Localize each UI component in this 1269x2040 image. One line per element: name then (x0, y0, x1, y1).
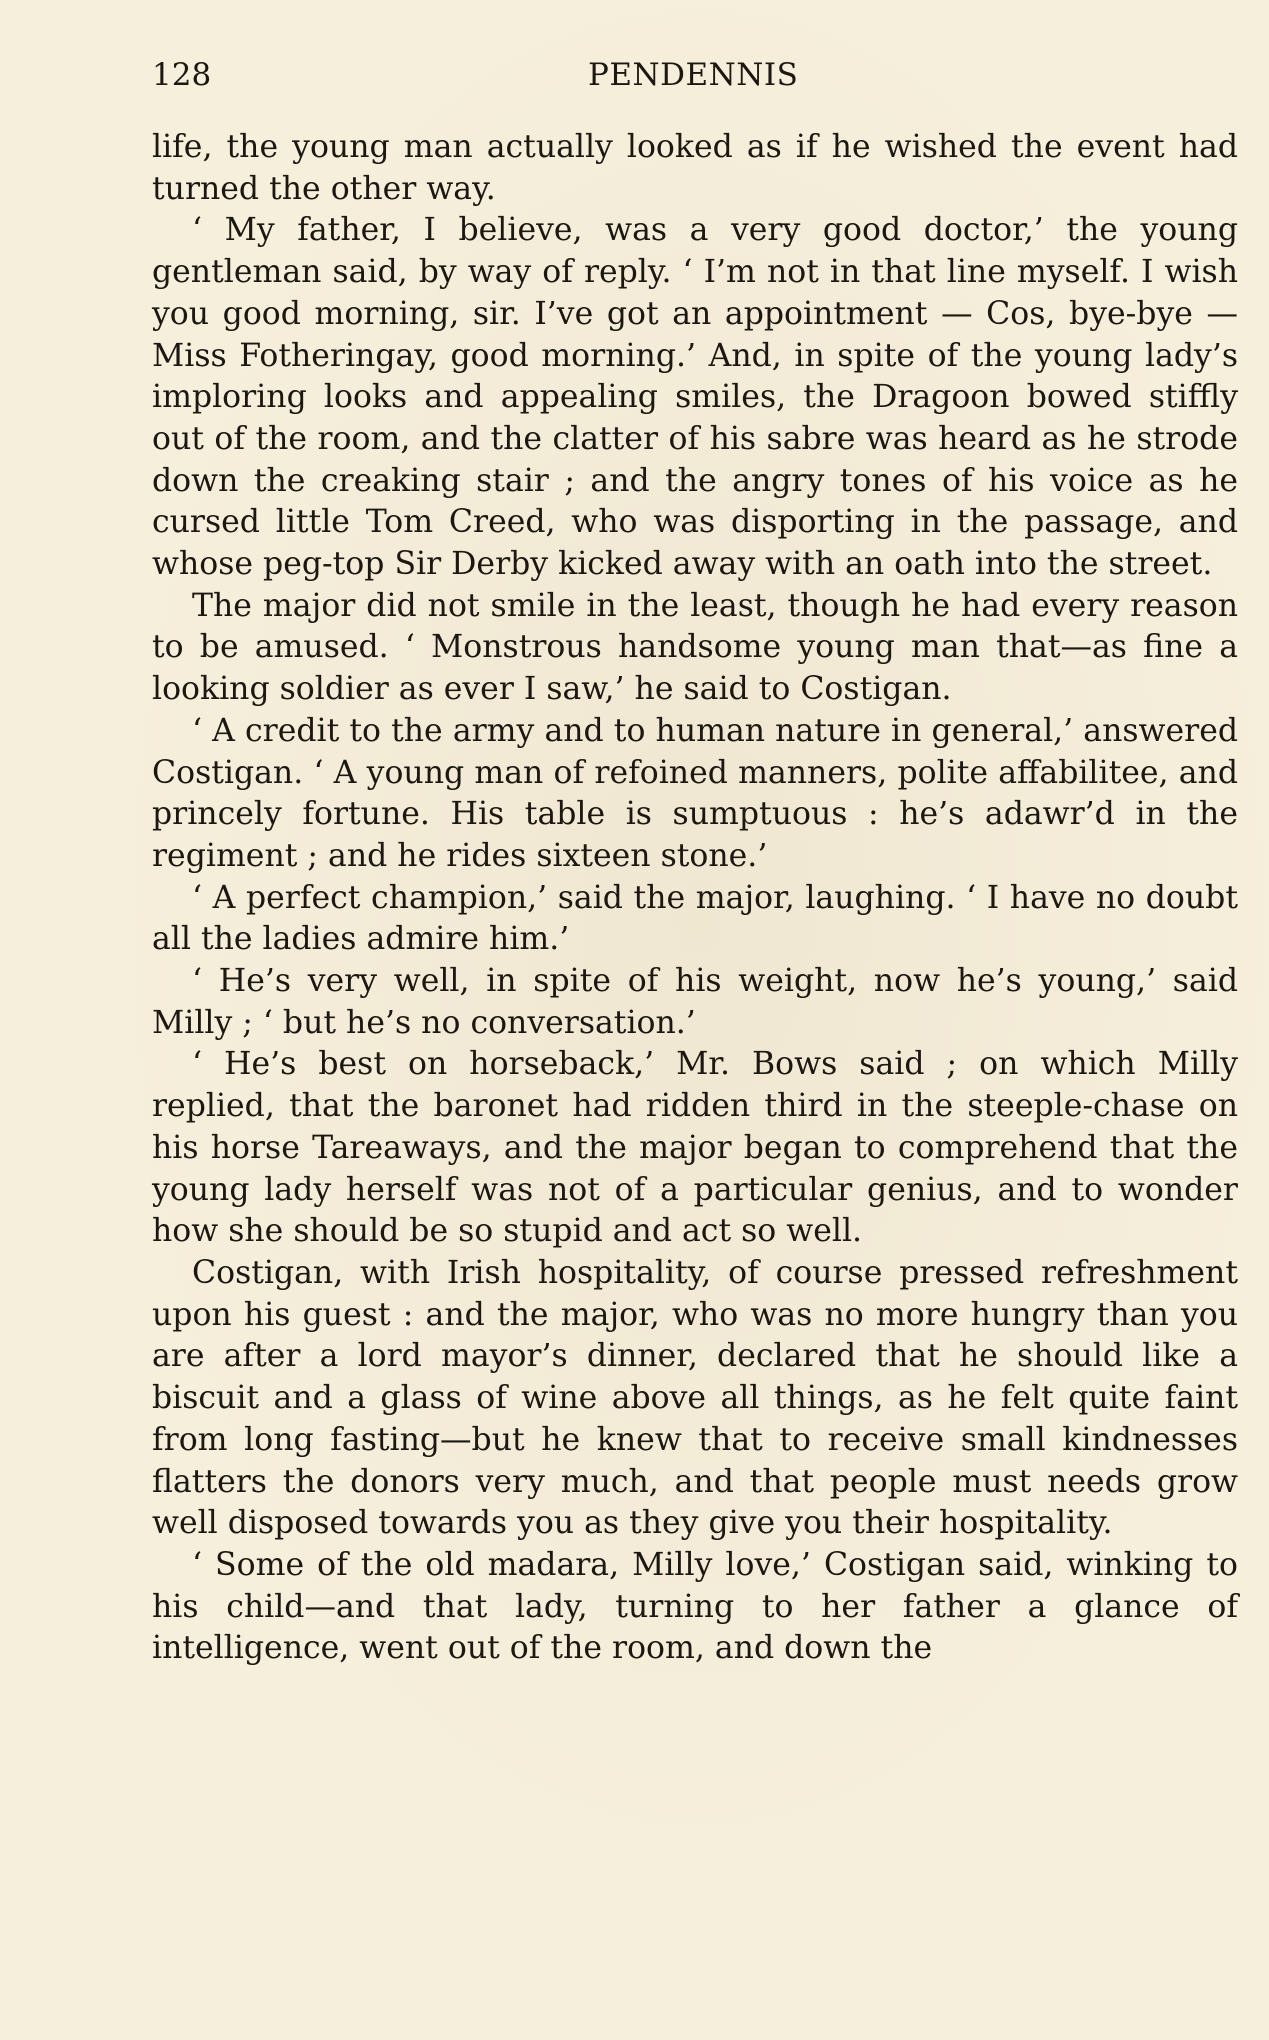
paragraph: The major did not smile in the least, though he had every reason to be amused. ‘ Monstrous handsome young man that—as fine a looking soldier as ever I saw,’ he said to Costigan. (152, 587, 1238, 708)
paragraph: ‘ My father, I believe, was a very good doctor,’ the young gentleman said, by way of reply. ‘ I’m not in that line myself. I wish you good morning, sir. I’ve got an appointment — Cos, bye-bye — Miss Fotheringay, good morning.’ And, in spite of the young lady’s imploring looks and appealing smiles, the Dragoon bowed stiffly out of the room, and the clatter of his sabre was heard as he strode down the creaking stair ; and the angry tones of his voice as he cursed little Tom Creed, who was disporting in the passage, and whose peg-top Sir Derby kicked away with an oath into the street. (152, 212, 1238, 583)
paragraph: ‘ He’s best on horseback,’ Mr. Bows said ; on which Milly replied, that the baronet had ridden third in the steeple-chase on his horse Tareaways, and the major began to comprehend that the young lady herself was not of a particular genius, and to wonder how she should be so stupid and act so well. (152, 1046, 1238, 1250)
page-number: 128 (152, 57, 212, 93)
page-header (152, 55, 1238, 95)
paragraph: Costigan, with Irish hospitality, of course pressed refreshment upon his guest : and the major, who was no more hungry than you are after a lord mayor’s dinner, declared that he should like a biscuit and a glass of wine above all things, as he felt quite faint from long fasting—but he knew that to receive small kindnesses flatters the donors very much, and that people must needs grow well disposed towards you as they give you their hospitality. (152, 1254, 1238, 1542)
paragraph: ‘ Some of the old madara, Milly love,’ Costigan said, winking to his child—and that lady, turning to her father a glance of intelligence, went out of the room, and down the (152, 1546, 1238, 1667)
body-text (152, 127, 1238, 1670)
paragraph: life, the young man actually looked as if he wished the event had turned the other way. (152, 129, 1238, 207)
paragraph: ‘ A credit to the army and to human nature in general,’ answered Costigan. ‘ A young man of refoined manners, polite affabilitee, and princely fortune. His table is sumptuous : he’s adawr’d in the regiment ; and he rides sixteen stone.’ (152, 712, 1238, 874)
paragraph: ‘ He’s very well, in spite of his weight, now he’s young,’ said Milly ; ‘ but he’s no conversation.’ (152, 963, 1238, 1041)
running-title: PENDENNIS (588, 57, 799, 93)
paragraph: ‘ A perfect champion,’ said the major, laughing. ‘ I have no doubt all the ladies admire him.’ (152, 879, 1238, 958)
